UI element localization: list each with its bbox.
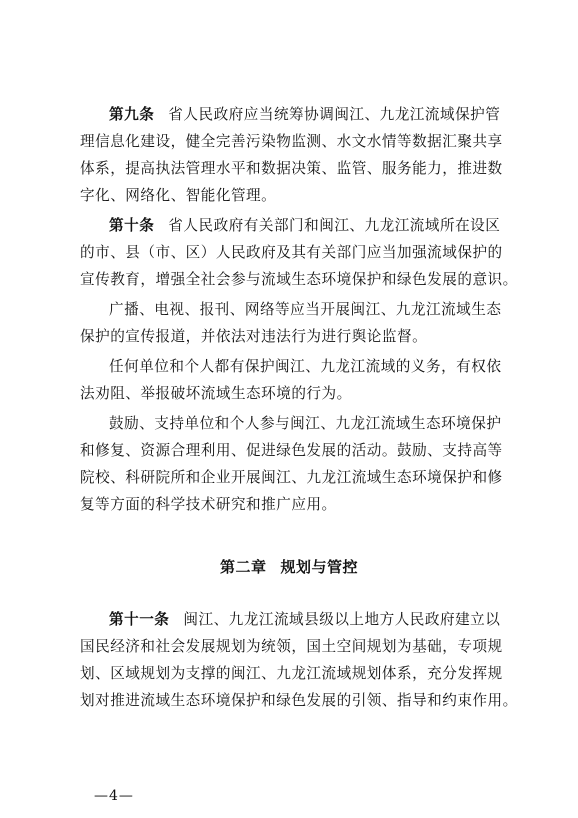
article9-line-4: 字化、网络化、智能化管理。 (80, 187, 277, 204)
article10-label: 第十条 (109, 217, 155, 234)
page-number: —4— (94, 788, 134, 804)
article11-line-1: 闽江、九龙江流域县级以上地方人民政府建立以 (183, 611, 501, 628)
article10-para4-line-1: 鼓励、支持单位和个人参与闽江、九龙江流域生态环境保护 (109, 415, 502, 432)
article10-para2-line-2: 保护的宣传报道，并依法对违法行为进行舆论监督。 (80, 328, 428, 345)
article11-first-line (109, 608, 500, 632)
article11-line-2: 国民经济和社会发展规划为统领，国土空间规划为基础，专项规 (80, 638, 503, 655)
article10-line-1: 省人民政府有关部门和闽江、九龙江流域所在设区 (168, 217, 501, 234)
chapter-heading (0, 556, 578, 577)
article11-line-4: 划对推进流域生态环境保护和绿色发展的引领、指导和约束作用。 (80, 692, 518, 709)
article9-line-1: 省人民政府应当统筹协调闽江、九龙江流域保护管 (168, 106, 501, 123)
chapter-title: 规划与管控 (280, 558, 359, 576)
article9-label: 第九条 (109, 106, 155, 123)
article9-line-2: 理信息化建设，健全完善污染物监测、水文水情等数据汇聚共享 (80, 133, 503, 150)
article9-line-3: 体系，提高执法管理水平和数据决策、监管、服务能力，推进数 (80, 160, 503, 177)
article10-para3-line-2: 法劝阻、举报破坏流域生态环境的行为。 (80, 385, 352, 402)
article10-para3-line-1: 任何单位和个人都有保护闽江、九龙江流域的义务，有权依 (109, 358, 502, 375)
article10-para2-line-1: 广播、电视、报刊、网络等应当开展闽江、九龙江流域生态 (109, 301, 502, 318)
article10-line-3: 宣传教育，增强全社会参与流域生态环境保护和绿色发展的意识。 (80, 271, 518, 288)
article10-para4-line-4: 复等方面的科学技术研究和推广应用。 (80, 496, 337, 513)
article10-first-line (109, 214, 500, 238)
chapter-number: 第二章 (219, 558, 267, 576)
article9-first-line (109, 103, 500, 127)
article10-para4-line-2: 和修复、资源合理利用、促进绿色发展的活动。鼓励、支持高等 (80, 442, 503, 459)
article10-para4-line-3: 院校、科研院所和企业开展闽江、九龙江流域生态环境保护和修 (80, 469, 503, 486)
article11-line-3: 划、区域规划为支撑的闽江、九龙江流域规划体系，充分发挥规 (80, 665, 503, 682)
article11-label: 第十一条 (109, 611, 170, 628)
article10-line-2: 的市、县（市、区）人民政府及其有关部门应当加强流域保护的 (80, 244, 503, 261)
